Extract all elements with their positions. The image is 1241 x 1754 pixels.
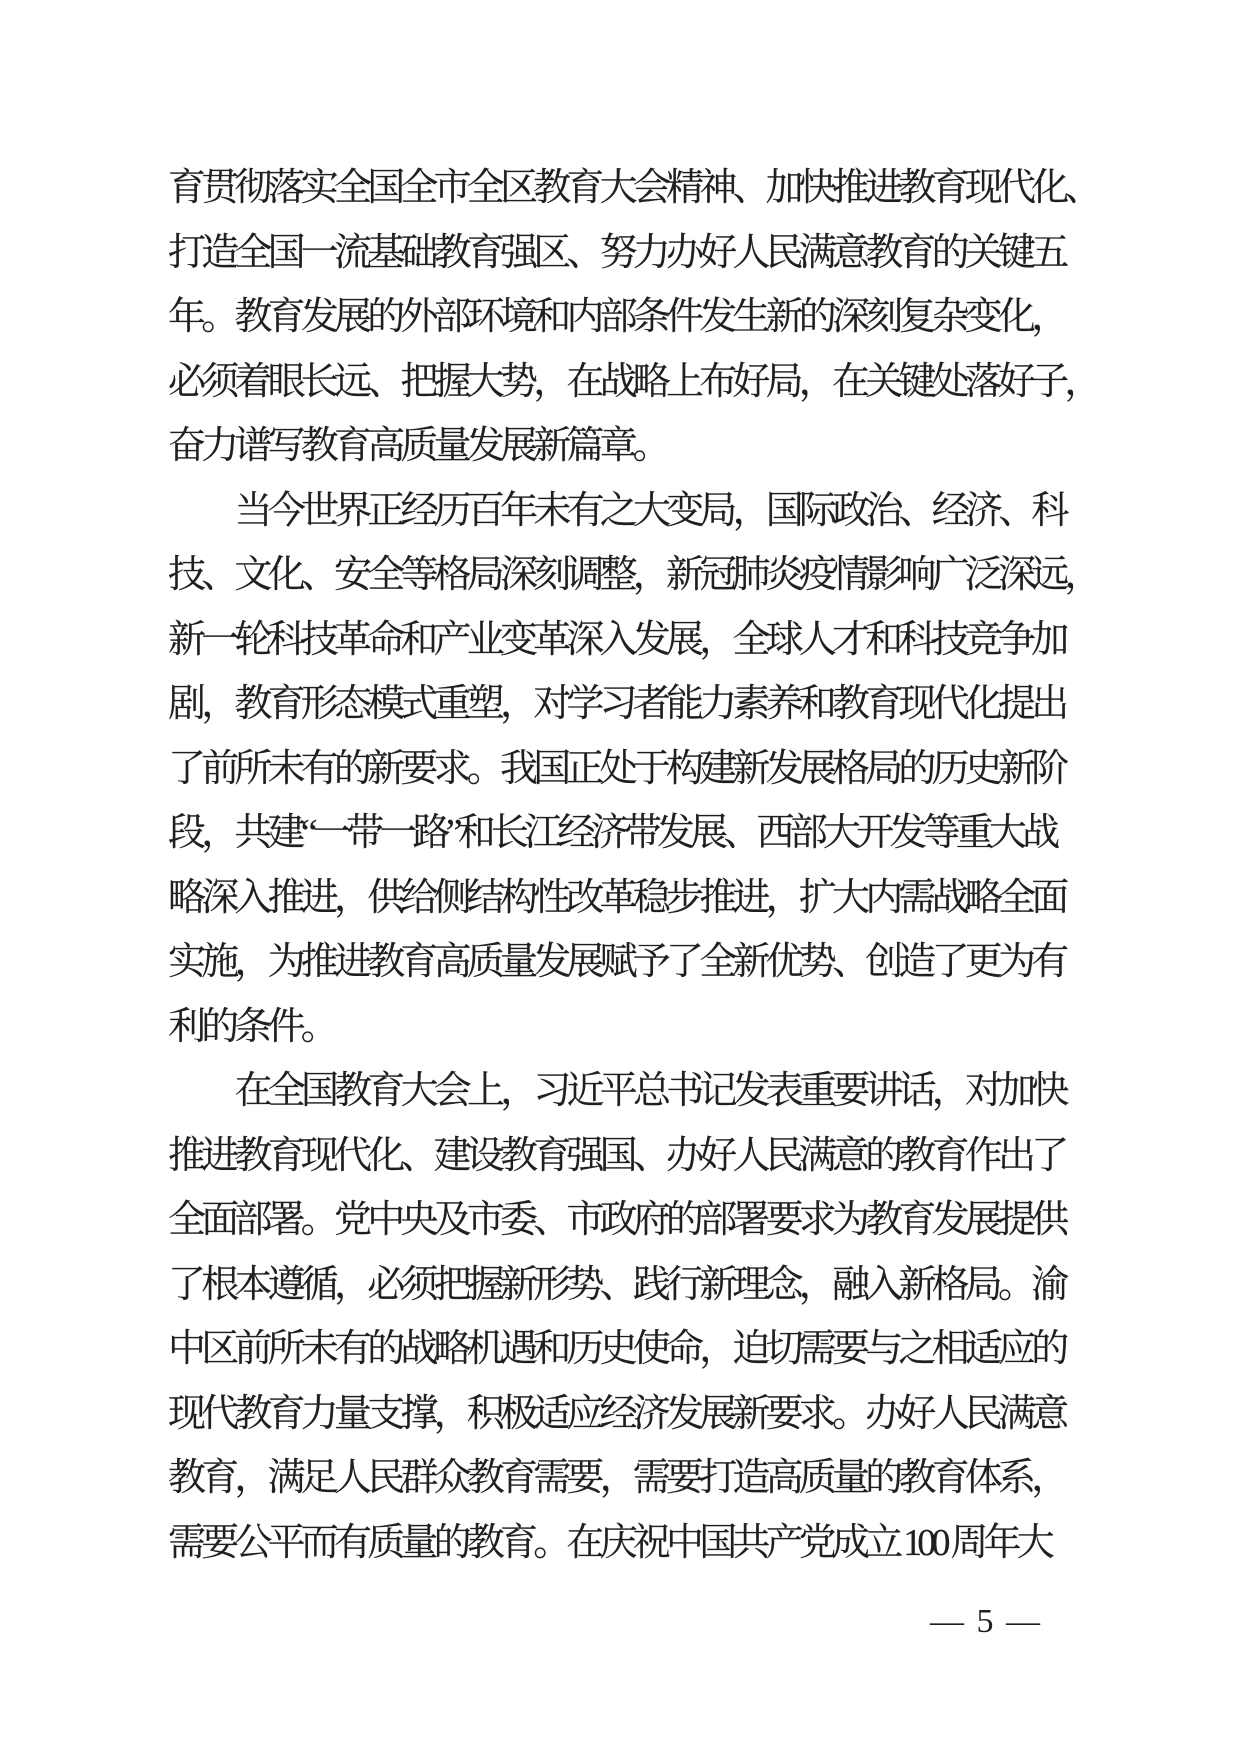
text-line: 当今世界正经历百年未有之大变局，国际政治、经济、科	[234, 489, 1065, 532]
text-line: 新一轮科技革命和产业变革深入发展，全球人才和科技竞争加	[168, 618, 1065, 661]
text-line: 了根本遵循，必须把握新形势、践行新理念，融入新格局。渝	[168, 1263, 1065, 1306]
text-line: 现代教育力量支撑，积极适应经济发展新要求。办好人民满意	[168, 1392, 1065, 1435]
text-line: 技、文化、安全等格局深刻调整，新冠肺炎疫情影响广泛深远，	[168, 554, 1098, 596]
text-line: 略深入推进，供给侧结构性改革稳步推进，扩大内需战略全面	[168, 876, 1065, 919]
text-line: 利的条件。	[168, 1005, 335, 1048]
text-line: 打造全国一流基础教育强区、努力办好人民满意教育的关键五	[168, 231, 1065, 274]
document-body	[168, 156, 1108, 1575]
text-line: 奋力谱写教育高质量发展新篇章。	[168, 425, 667, 467]
page-number: — 5 —	[930, 1603, 1042, 1640]
text-line: 全面部署。党中央及市委、市政府的部署要求为教育发展提供	[168, 1199, 1065, 1241]
text-line: 中区前所未有的战略机遇和历史使命，迫切需要与之相适应的	[168, 1328, 1065, 1370]
text-line: 实施，为推进教育高质量发展赋予了全新优势、创造了更为有	[168, 941, 1065, 983]
text-line: 剧，教育形态模式重塑，对学习者能力素养和教育现代化提出	[168, 683, 1065, 725]
text-line: 推进教育现代化、建设教育强国、办好人民满意的教育作出了	[168, 1134, 1065, 1177]
text-line: 段，共建“一带一路”和长江经济带发展、西部大开发等重大战	[168, 812, 1056, 854]
text-line: 教育，满足人民群众教育需要，需要打造高质量的教育体系，	[168, 1457, 1065, 1499]
text-line: 年。教育发展的外部环境和内部条件发生新的深刻复杂变化，	[168, 296, 1065, 338]
text-line: 必须着眼长远、把握大势，在战略上布好局，在关键处落好子，	[168, 360, 1098, 403]
text-line: 需要公平而有质量的教育。在庆祝中国共产党成立 100 周年大	[168, 1521, 1051, 1564]
text-line: 在全国教育大会上，习近平总书记发表重要讲话，对加快	[234, 1070, 1065, 1112]
text-line: 育贯彻落实全国全市全区教育大会精神、加快推进教育现代化、	[168, 167, 1098, 209]
text-line: 了前所未有的新要求。我国正处于构建新发展格局的历史新阶	[168, 747, 1065, 790]
